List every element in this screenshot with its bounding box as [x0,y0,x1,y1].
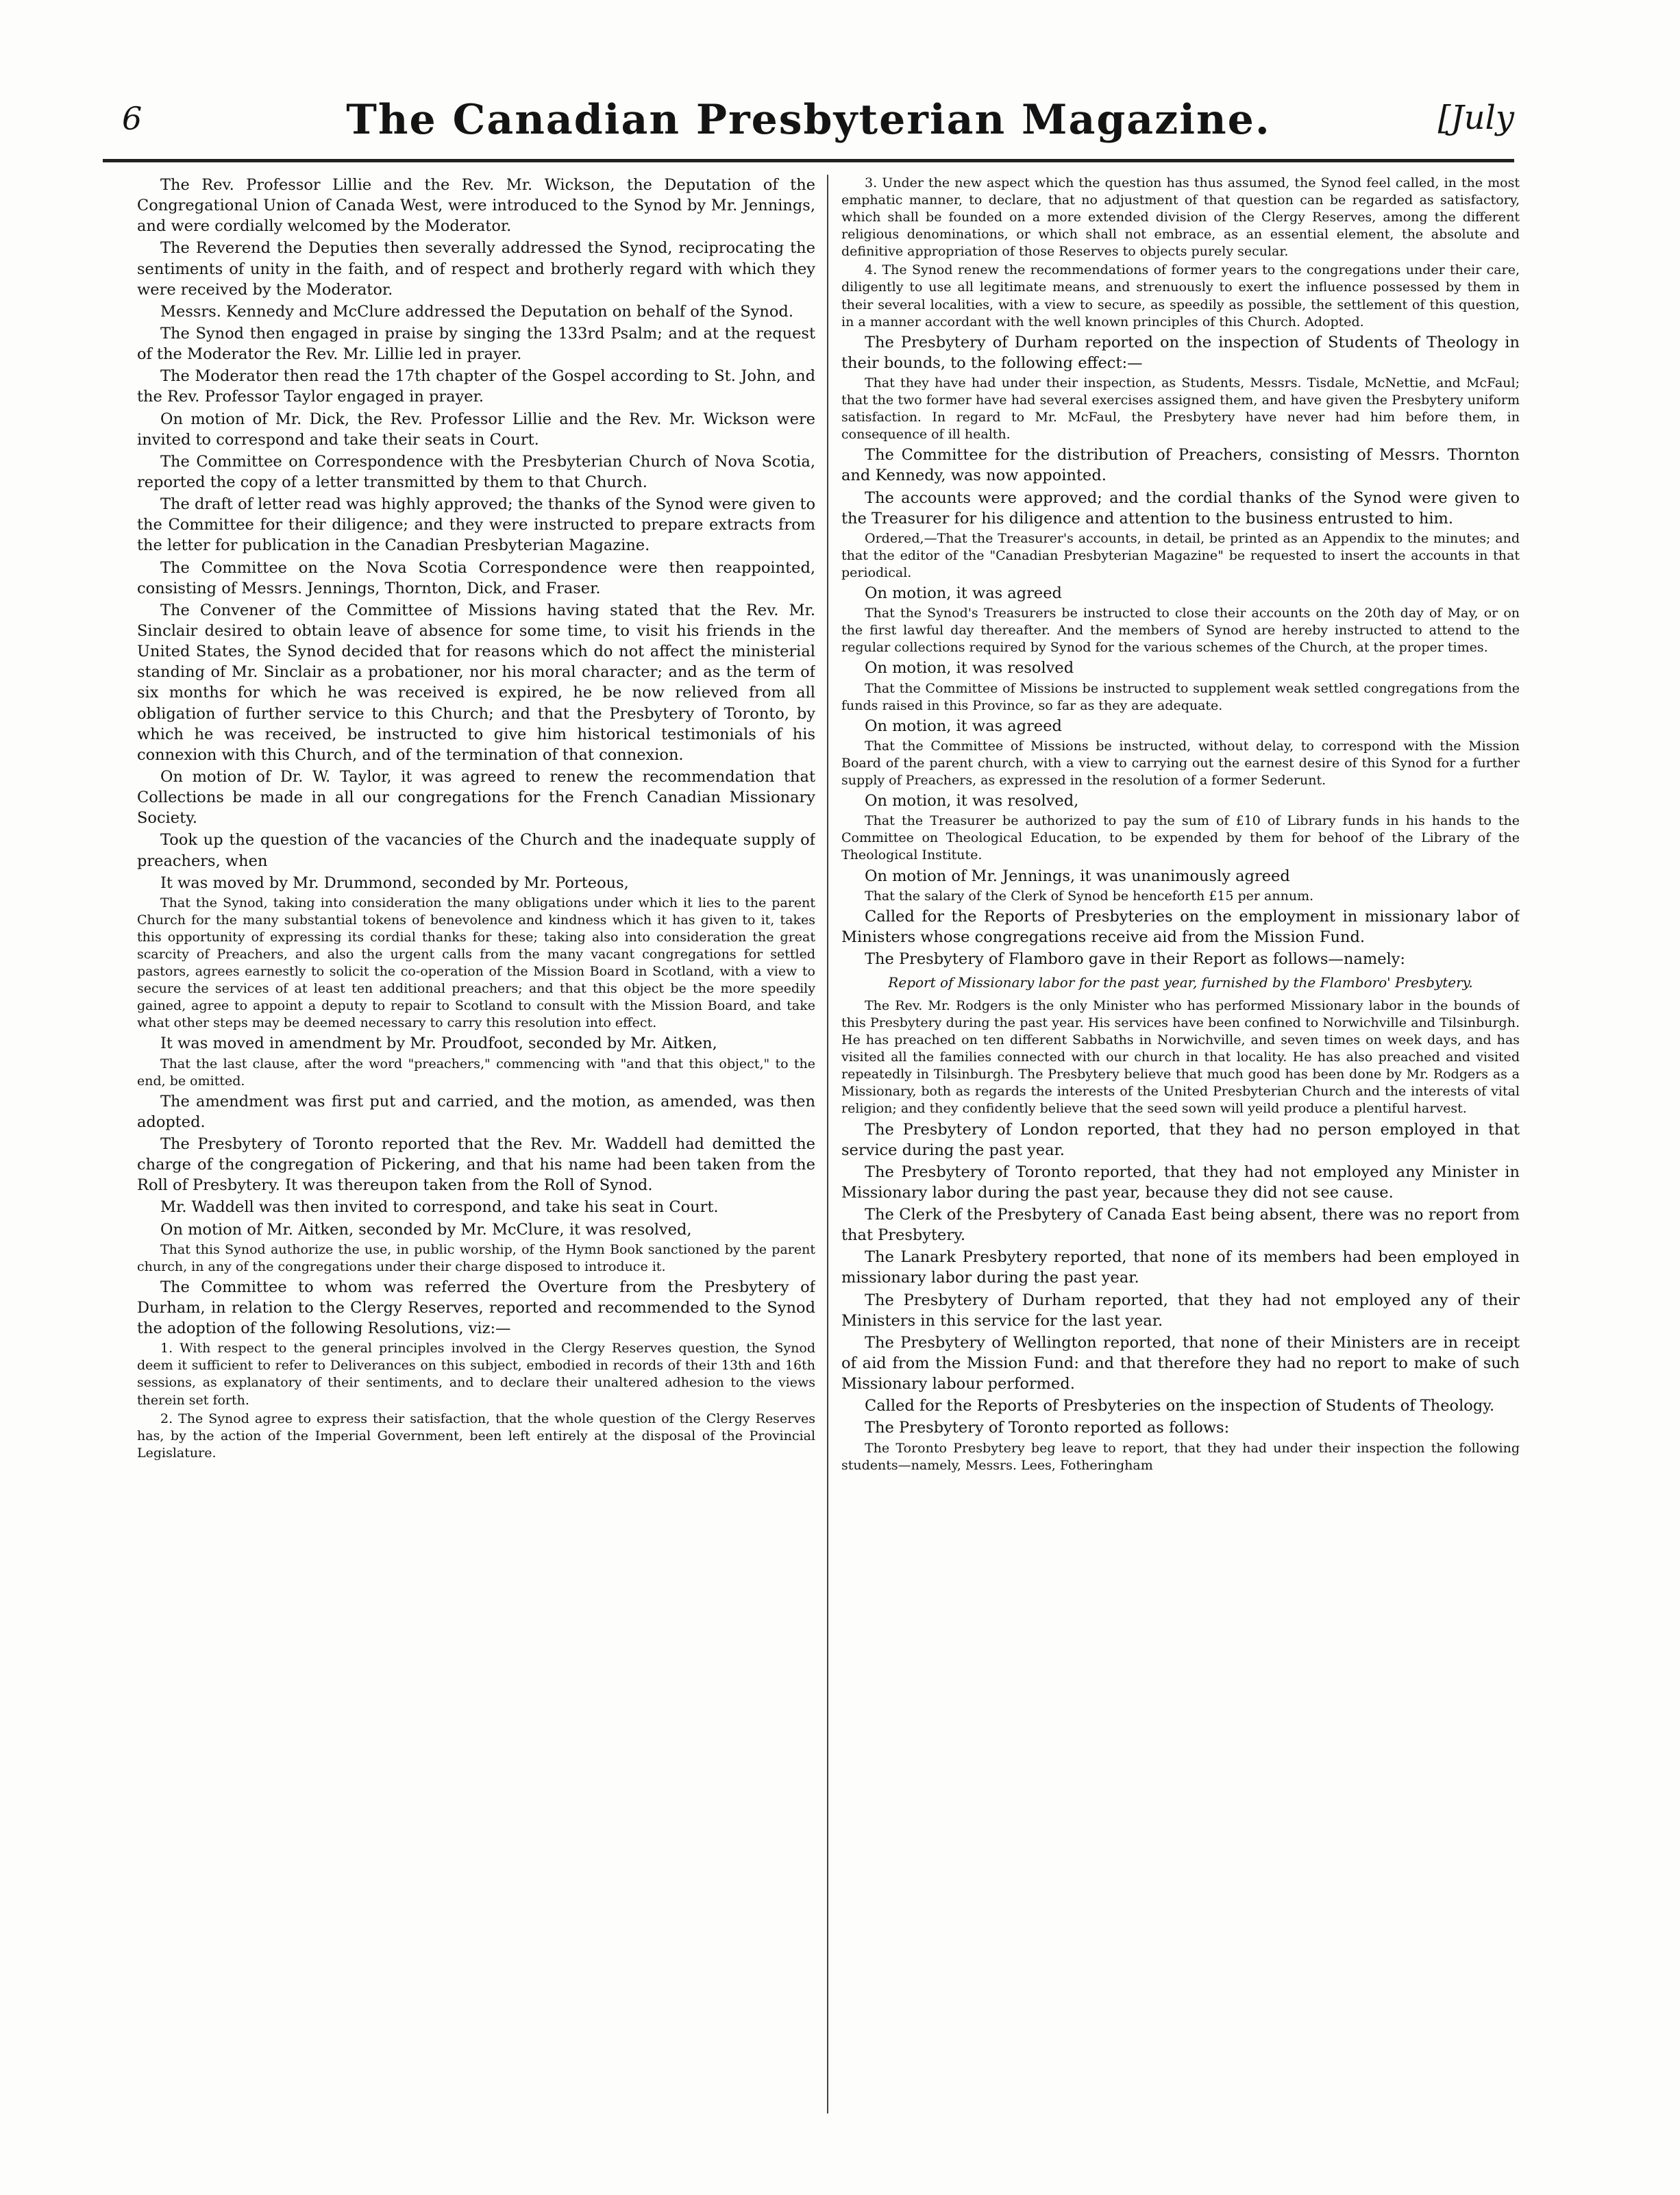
paragraph: The Lanark Presbytery reported, that none of its members had been employed in missionary labor during the past year. [841,1248,1520,1287]
paragraph: On motion, it was agreed [865,717,1062,735]
paragraph: On motion of Mr. Dick, the Rev. Professor Lillie and the Rev. Mr. Wickson were invited to correspond and take their seats in Court. [137,410,815,449]
paragraph: That the Synod, taking into consideration the many obligations under which it lies to the parent Church for the many substantial tokens of benevolence and kindness which it has given to it, takes this opportunity of expressing its cordial thanks for these; taking also into consideration the great scarcity of Preachers, and also the urgent calls from the many vacant congregations for settled pastors, agrees earnestly to solicit the co-operation of the Mission Board in Scotland, with a view to secure the services of at least ten additional preachers; and that this object be the more speedily gained, agree to appoint a deputy to repair to Scotland to consult with the Mission Board, and take what other steps may be deemed necessary to carry this resolution into effect. [137,895,815,1031]
paragraph: Called for the Reports of Presbyteries on the inspection of Students of Theology. [865,1397,1495,1415]
column-divider [827,175,828,2113]
paragraph: The Presbytery of Durham reported on the inspection of Students of Theology in their bounds, to the following effect:— [841,333,1520,372]
paragraph: The Presbytery of Wellington reported, that none of their Ministers are in receipt of aid from the Mission Fund: and that therefore they had no report to make of such Missionary labour performed. [841,1333,1520,1393]
paragraph: That the Committee of Missions be instructed, without delay, to correspond with the Mission Board of the parent church, with a view to carrying out the earnest desire of this Synod for a further supply of Preachers, as expressed in the resolution of a former Sederunt. [841,738,1520,789]
paragraph: The Committee on the Nova Scotia Correspondence were then reappointed, consisting of Messrs. Jennings, Thornton, Dick, and Fraser. [137,558,815,597]
paragraph: The Reverend the Deputies then severally addressed the Synod, reciprocating the sentiments of unity in the faith, and of respect and brotherly regard with which they were received by the Moderator. [137,239,815,299]
paragraph: It was moved by Mr. Drummond, seconded by Mr. Porteous, [160,873,629,892]
paragraph: The Presbytery of Toronto reported, that they had not employed any Minister in Missionary labor during the past year, because they did not see cause. [841,1163,1520,1202]
paragraph: The Presbytery of Toronto reported that the Rev. Mr. Waddell had demitted the charge of the congregation of Pickering, and that his name had been taken from the Roll of Presbytery. It was thereupon taken from the Roll of Synod. [137,1134,815,1195]
paragraph: The amendment was first put and carried, and the motion, as amended, was then adopted. [137,1092,815,1131]
paragraph: The accounts were approved; and the cordial thanks of the Synod were given to the Treasurer for his diligence and attention to the business entrusted to him. [841,488,1520,528]
paragraph: The Toronto Presbytery beg leave to report, that they had under their inspection the following students—namely, Messrs. Lees, Fotheringham [841,1440,1520,1473]
paragraph: The Rev. Professor Lillie and the Rev. Mr. Wickson, the Deputation of the Congregational Union of Canada West, were introduced to the Synod by Mr. Jennings, and were cordially welcomed by the Moderator. [137,176,815,236]
paragraph: The Clerk of the Presbytery of Canada East being absent, there was no report from that Presbytery. [841,1206,1520,1245]
paragraph: On motion, it was resolved, [865,792,1079,810]
paragraph: The Presbytery of Durham reported, that they had not employed any of their Ministers in this service for the last year. [841,1291,1520,1330]
paragraph: That the last clause, after the word "preachers," commencing with "and that this object," to the end, be omitted. [137,1056,815,1089]
paragraph: The Presbytery of Flamboro gave in their Report as follows—namely: [865,950,1406,969]
page-number: 6 [122,100,143,137]
paragraph: On motion, it was resolved [865,659,1074,678]
paragraph: That the Treasurer be authorized to pay the sum of £10 of Library funds in his hands to the Committee on Theological Education, to be expended by them for behoof of the Library of the Theological Institute. [841,813,1520,863]
paragraph: Messrs. Kennedy and McClure addressed the Deputation on behalf of the Synod. [160,302,793,321]
report-heading: Report of Missionary labor for the past year, furnished by the Flamboro' Presbytery. [888,974,1473,991]
paragraph: The Rev. Mr. Rodgers is the only Minister who has performed Missionary labor in the bounds of this Presbytery during the past year. His services have been confined to Norwichville and Tilsinburgh. He has preached on ten different Sabbaths in Norwichville, and seven times on week days, and has visited all the families connected with our church in that locality. He has also preached and visited repeatedly in Tilsinburgh. The Presbytery believe that much good has been done by Mr. Rodgers as a Missionary, both as regards the interests of the United Presbyterian Church and the interests of vital religion; and they confidently believe that the seed sown will yeild produce a plentiful harvest. [841,997,1520,1117]
paragraph: The draft of letter read was highly approved; the thanks of the Synod were given to the Committee for their diligence; and they were instructed to prepare extracts from the letter for publication in the Canadian Presbyterian Magazine. [137,495,815,555]
paragraph: On motion of Mr. Jennings, it was unanimously agreed [865,867,1290,885]
paragraph: That the salary of the Clerk of Synod be henceforth £15 per annum. [865,888,1314,904]
left-column [137,175,815,2148]
paragraph: That they have had under their inspection, as Students, Messrs. Tisdale, McNettie, and McFaul; that the two former have had several exercises assigned them, and have given the Presbytery uniform satisfaction. In regard to Mr. McFaul, the Presbytery have never had him before them, in consequence of ill health. [841,375,1520,443]
paragraph: Called for the Reports of Presbyteries on the employment in missionary labor of Ministers whose congregations receive aid from the Mission Fund. [841,907,1520,946]
paragraph: The Synod then engaged in praise by singing the 133rd Psalm; and at the request of the Moderator the Rev. Mr. Lillie led in prayer. [137,324,815,364]
issue-month: [July [1437,99,1514,137]
paragraph: It was moved in amendment by Mr. Proudfoot, seconded by Mr. Aitken, [160,1034,717,1053]
paragraph: The Presbytery of London reported, that they had no person employed in that service during the past year. [841,1120,1520,1159]
header-rule [103,159,1514,162]
paragraph: That the Committee of Missions be instructed to supplement weak settled congregations from the funds raised in this Province, so far as they are adequate. [841,680,1520,713]
magazine-title: The Canadian Presbyterian Magazine. [346,96,1271,144]
paragraph: That this Synod authorize the use, in public worship, of the Hymn Book sanctioned by the parent church, in any of the congregations under their charge disposed to introduce it. [137,1241,815,1274]
paragraph: 1. With respect to the general principles involved in the Clergy Reserves question, the Synod deem it sufficient to refer to Deliverances on this subject, embodied in records of their 13th and 16th sessions, as explanatory of their sentiments, and to declare their unaltered adhesion to the views therein set forth. [137,1341,815,1408]
paragraph: The Committee to whom was referred the Overture from the Presbytery of Durham, in relation to the Clergy Reserves, reported and recommended to the Synod the adoption of the following Resolutions, viz:— [137,1278,815,1338]
paragraph: Mr. Waddell was then invited to correspond, and take his seat in Court. [160,1198,719,1217]
paragraph: 3. Under the new aspect which the question has thus assumed, the Synod feel called, in the most emphatic manner, to declare, that no adjustment of that question can be regarded as satisfactory, which shall be founded on a more extended division of the Clergy Reserves, among the different religious denominations, or which shall not embrace, as an essential element, the absolute and definitive appropriation of those Reserves to objects purely secular. [841,175,1520,260]
paragraph: The Committee for the distribution of Preachers, consisting of Messrs. Thornton and Kennedy, was now appointed. [841,446,1520,485]
right-column [841,175,1520,2148]
paragraph: That the Synod's Treasurers be instructed to close their accounts on the 20th day of May, or on the first lawful day thereafter. And the members of Synod are hereby instructed to attend to the regular collections required by Synod for the various schemes of the Church, at the proper times. [841,606,1520,656]
paragraph: The Moderator then read the 17th chapter of the Gospel according to St. John, and the Rev. Professor Taylor engaged in prayer. [137,367,815,406]
paragraph: 4. The Synod renew the recommendations of former years to the congregations under their care, diligently to use all legitimate means, and strenuously to exert the influence possessed by them in their several localities, with a view to secure, as speedily as possible, the settlement of this question, in a manner accordant with the well known principles of this Church. Adopted. [841,262,1520,330]
paragraph: On motion, it was agreed [865,584,1062,603]
page-header [103,96,1514,158]
paragraph: 2. The Synod agree to express their satisfaction, that the whole question of the Clergy Reserves has, by the action of the Imperial Government, been left entirely at the disposal of the Provincial Legislature. [137,1411,815,1461]
paragraph: On motion of Dr. W. Taylor, it was agreed to renew the recommendation that Collections be made in all our congregations for the French Canadian Missionary Society. [137,767,815,828]
paragraph: The Convener of the Committee of Missions having stated that the Rev. Mr. Sinclair desired to obtain leave of absence for some time, to visit his friends in the United States, the Synod decided that for reasons which do not affect the ministerial standing of Mr. Sinclair as a probationer, nor his moral character; and as the term of six months for which he was received is expired, he be now relieved from all obligation of further service to this Church; and that the Presbytery of Toronto, by which he was received, be instructed to give him historical testimonials of his connexion with this Church, and of the termination of that connexion. [137,601,815,764]
paragraph: The Committee on Correspondence with the Presbyterian Church of Nova Scotia, reported the copy of a letter transmitted by them to that Church. [137,452,815,491]
paragraph: Took up the question of the vacancies of the Church and the inadequate supply of preachers, when [137,831,815,870]
paragraph: On motion of Mr. Aitken, seconded by Mr. McClure, it was resolved, [160,1220,692,1239]
paragraph: The Presbytery of Toronto reported as follows: [865,1419,1230,1437]
paragraph: Ordered,—That the Treasurer's accounts, in detail, be printed as an Appendix to the minutes; and that the editor of the "Canadian Presbyterian Magazine" be requested to insert the accounts in that periodical. [841,530,1520,581]
